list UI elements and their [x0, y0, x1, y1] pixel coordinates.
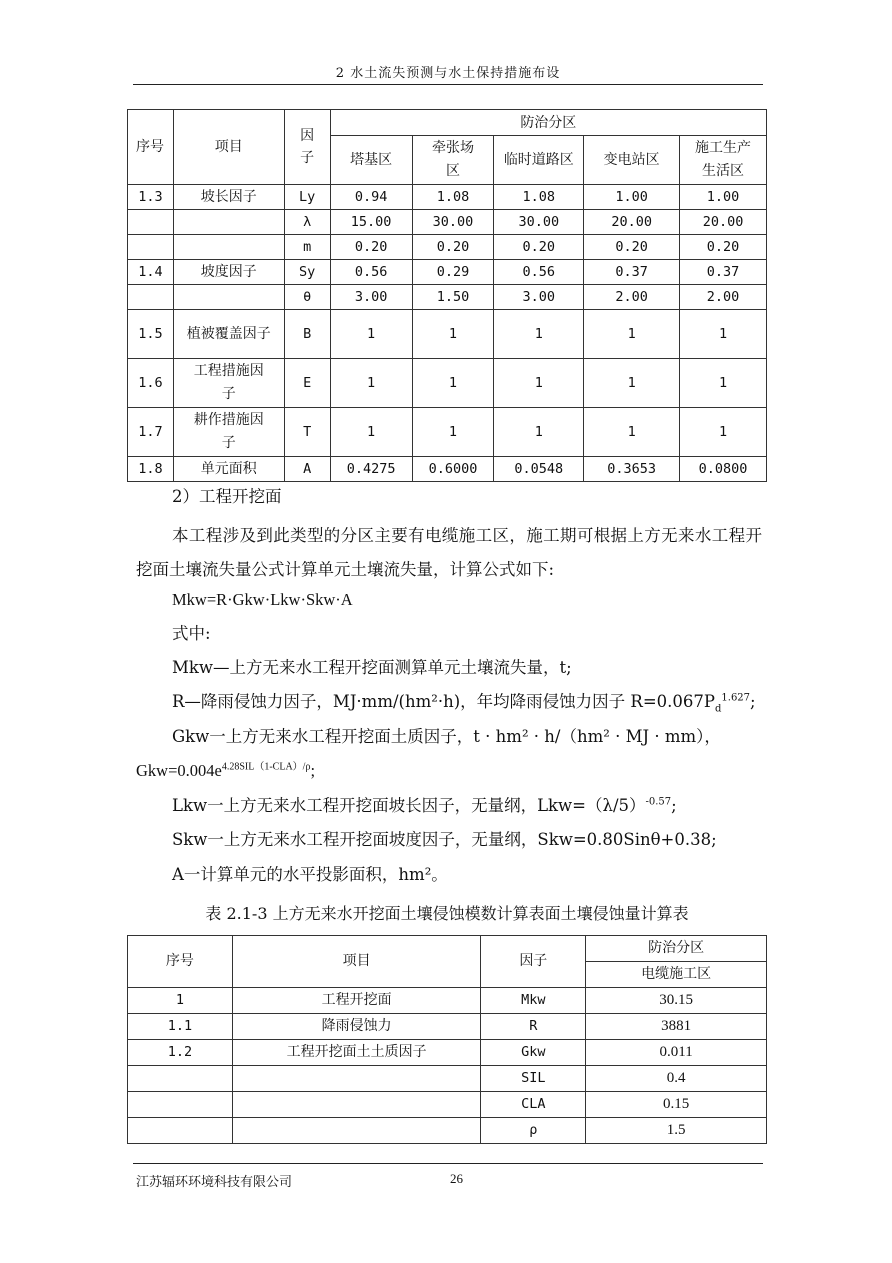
cell-value: 15.00 [330, 210, 412, 235]
cell-value: 1 [494, 310, 584, 359]
header-zone-tension: 牵张场区 [412, 136, 494, 185]
cell-value: 0.20 [412, 235, 494, 260]
cell-value: 1.00 [680, 185, 767, 210]
cell-value: 0.20 [494, 235, 584, 260]
cell-value: 20.00 [584, 210, 680, 235]
header-item: 项目 [173, 110, 284, 185]
cell-value: 3.00 [330, 285, 412, 310]
cell-seq [128, 1066, 233, 1092]
table-row [128, 185, 767, 210]
table-row [128, 260, 767, 285]
cell-value: 0.0800 [680, 457, 767, 482]
cell-value: 0.56 [330, 260, 412, 285]
def-gkw-end: ; [310, 761, 316, 780]
cell-seq [128, 285, 174, 310]
table-row [128, 988, 767, 1014]
cell-item [232, 1118, 481, 1144]
cell-value: 30.00 [412, 210, 494, 235]
cell-factor: A [284, 457, 330, 482]
t2-header-seq: 序号 [128, 936, 233, 988]
cell-value: 0.011 [586, 1040, 767, 1066]
cell-item [232, 1066, 481, 1092]
cell-seq [128, 1092, 233, 1118]
cell-value: 1 [412, 310, 494, 359]
cell-item: 工程开挖面 [232, 988, 481, 1014]
header-divider [133, 84, 763, 85]
footer-company: 江苏辐环环境科技有限公司 [136, 1175, 293, 1190]
header-seq: 序号 [128, 110, 174, 185]
footer-divider [133, 1163, 763, 1164]
cell-seq: 1.3 [128, 185, 174, 210]
table-row [128, 235, 767, 260]
cell-item: 单元面积 [173, 457, 284, 482]
t2-header-zone-group: 防治分区 [586, 936, 767, 962]
page-number: 26 [450, 1171, 463, 1186]
cell-value: 1.50 [412, 285, 494, 310]
table-row [128, 1040, 767, 1066]
running-header: 2 水土流失预测与水土保持措施布设 [335, 66, 561, 81]
cell-factor: Sy [284, 260, 330, 285]
header-factor: 因子 [284, 110, 330, 185]
cell-seq: 1.2 [128, 1040, 233, 1066]
cell-value: 0.20 [584, 235, 680, 260]
cell-value: 1 [680, 359, 767, 408]
def-gkw-formula [136, 759, 762, 783]
where-label: 式中: [172, 624, 211, 643]
cell-seq [128, 1118, 233, 1144]
cell-item [173, 235, 284, 260]
def-r-sub: d [715, 703, 722, 715]
cell-value: 1 [330, 359, 412, 408]
cell-value: 0.6000 [412, 457, 494, 482]
cell-value: 1 [584, 359, 680, 408]
cell-factor: CLA [481, 1092, 586, 1118]
t2-header-zone: 电缆施工区 [586, 962, 767, 988]
def-skw: Skw一上方无来水工程开挖面坡度因子，无量纲，Skw=0.80Sinθ+0.38; [172, 830, 717, 849]
table-row [128, 408, 767, 457]
cell-factor: λ [284, 210, 330, 235]
cell-value: 0.37 [584, 260, 680, 285]
def-gkw-formula-text: Gkw=0.004e [136, 761, 222, 780]
def-gkw: Gkw一上方无来水工程开挖面土质因子，t · hm² · h/（hm² · MJ · mm）， [172, 727, 721, 746]
cell-seq: 1.1 [128, 1014, 233, 1040]
paragraph-intro: 本工程涉及到此类型的分区主要有电缆施工区，施工期可根据上方无来水工程开挖面土壤流失量公式计算单元土壤流失量，计算公式如下: [136, 526, 762, 579]
cell-value: 2.00 [584, 285, 680, 310]
cell-seq: 1.4 [128, 260, 174, 285]
def-lkw-end: ; [671, 796, 677, 815]
def-lkw-sup: -0.57 [645, 796, 672, 808]
cell-seq: 1.8 [128, 457, 174, 482]
header-zone-group: 防治分区 [330, 110, 766, 136]
cell-value: 1 [680, 408, 767, 457]
cell-factor: Gkw [481, 1040, 586, 1066]
cell-factor: m [284, 235, 330, 260]
cell-item: 降雨侵蚀力 [232, 1014, 481, 1040]
cell-item [173, 285, 284, 310]
def-r-text: R—降雨侵蚀力因子，MJ·mm/(hm²·h)，年均降雨侵蚀力因子 R=0.067P [172, 692, 715, 711]
cell-value: 0.20 [330, 235, 412, 260]
table-row [128, 457, 767, 482]
cell-value: 1.00 [584, 185, 680, 210]
cell-value: 0.15 [586, 1092, 767, 1118]
cell-item [232, 1092, 481, 1118]
cell-value: 0.20 [680, 235, 767, 260]
cell-seq: 1.6 [128, 359, 174, 408]
cell-factor: E [284, 359, 330, 408]
factor-table [127, 109, 767, 482]
cell-item: 坡长因子 [173, 185, 284, 210]
cell-value: 1 [330, 310, 412, 359]
cell-value: 0.4 [586, 1066, 767, 1092]
cell-value: 0.29 [412, 260, 494, 285]
cell-factor: θ [284, 285, 330, 310]
cell-factor: B [284, 310, 330, 359]
cell-value: 30.00 [494, 210, 584, 235]
header-zone-substation: 变电站区 [584, 136, 680, 185]
cell-value: 0.56 [494, 260, 584, 285]
def-r [172, 690, 762, 714]
cell-item: 植被覆盖因子 [173, 310, 284, 359]
excavation-table [127, 935, 767, 1144]
cell-seq: 1 [128, 988, 233, 1014]
cell-value: 1.08 [494, 185, 584, 210]
header-zone-construction: 施工生产生活区 [680, 136, 767, 185]
cell-value: 30.15 [586, 988, 767, 1014]
def-mkw: Mkw—上方无来水工程开挖面测算单元土壤流失量，t; [172, 658, 572, 677]
table-row [128, 285, 767, 310]
table2-caption: 表 2.1-3 上方无来水开挖面土壤侵蚀模数计算表面土壤侵蚀量计算表 [205, 904, 689, 923]
def-gkw-sup: 4.28SIL（1-CLA）/ρ [221, 761, 311, 773]
cell-value: 1 [584, 310, 680, 359]
cell-item: 坡度因子 [173, 260, 284, 285]
cell-seq: 1.7 [128, 408, 174, 457]
cell-factor: ρ [481, 1118, 586, 1144]
cell-value: 1 [494, 408, 584, 457]
cell-value: 3881 [586, 1014, 767, 1040]
section-heading: 2）工程开挖面 [172, 487, 282, 506]
cell-factor: SIL [481, 1066, 586, 1092]
cell-value: 1 [412, 408, 494, 457]
formula-mkw: Mkw=R·Gkw·Lkw·Skw·A [172, 590, 353, 609]
cell-item [173, 210, 284, 235]
cell-value: 0.3653 [584, 457, 680, 482]
cell-value: 1.08 [412, 185, 494, 210]
cell-item: 耕作措施因子 [173, 408, 284, 457]
cell-item: 工程措施因子 [173, 359, 284, 408]
cell-value: 1 [330, 408, 412, 457]
header-zone-road: 临时道路区 [494, 136, 584, 185]
cell-value: 3.00 [494, 285, 584, 310]
cell-seq: 1.5 [128, 310, 174, 359]
cell-value: 20.00 [680, 210, 767, 235]
table-row [128, 1092, 767, 1118]
cell-factor: T [284, 408, 330, 457]
cell-seq [128, 235, 174, 260]
cell-value: 2.00 [680, 285, 767, 310]
cell-factor: Ly [284, 185, 330, 210]
cell-value: 1 [680, 310, 767, 359]
table-row [128, 1118, 767, 1144]
cell-value: 1 [584, 408, 680, 457]
def-a: A一计算单元的水平投影面积，hm²。 [172, 865, 448, 884]
cell-value: 1 [412, 359, 494, 408]
cell-factor: R [481, 1014, 586, 1040]
def-lkw [172, 794, 762, 818]
header-zone-tower: 塔基区 [330, 136, 412, 185]
cell-item: 工程开挖面土土质因子 [232, 1040, 481, 1066]
cell-value: 1.5 [586, 1118, 767, 1144]
def-r-end: ; [750, 692, 756, 711]
def-r-sup: 1.627 [721, 692, 751, 704]
cell-value: 1 [494, 359, 584, 408]
table-row [128, 310, 767, 359]
cell-value: 0.4275 [330, 457, 412, 482]
table-row [128, 1066, 767, 1092]
table-row [128, 1014, 767, 1040]
t2-header-factor: 因子 [481, 936, 586, 988]
cell-value: 0.0548 [494, 457, 584, 482]
cell-value: 0.94 [330, 185, 412, 210]
table-row [128, 359, 767, 408]
def-lkw-text: Lkw一上方无来水工程开挖面坡长因子，无量纲，Lkw=（λ/5） [172, 796, 646, 815]
table-row [128, 210, 767, 235]
t2-header-item: 项目 [232, 936, 481, 988]
cell-factor: Mkw [481, 988, 586, 1014]
cell-value: 0.37 [680, 260, 767, 285]
cell-seq [128, 210, 174, 235]
